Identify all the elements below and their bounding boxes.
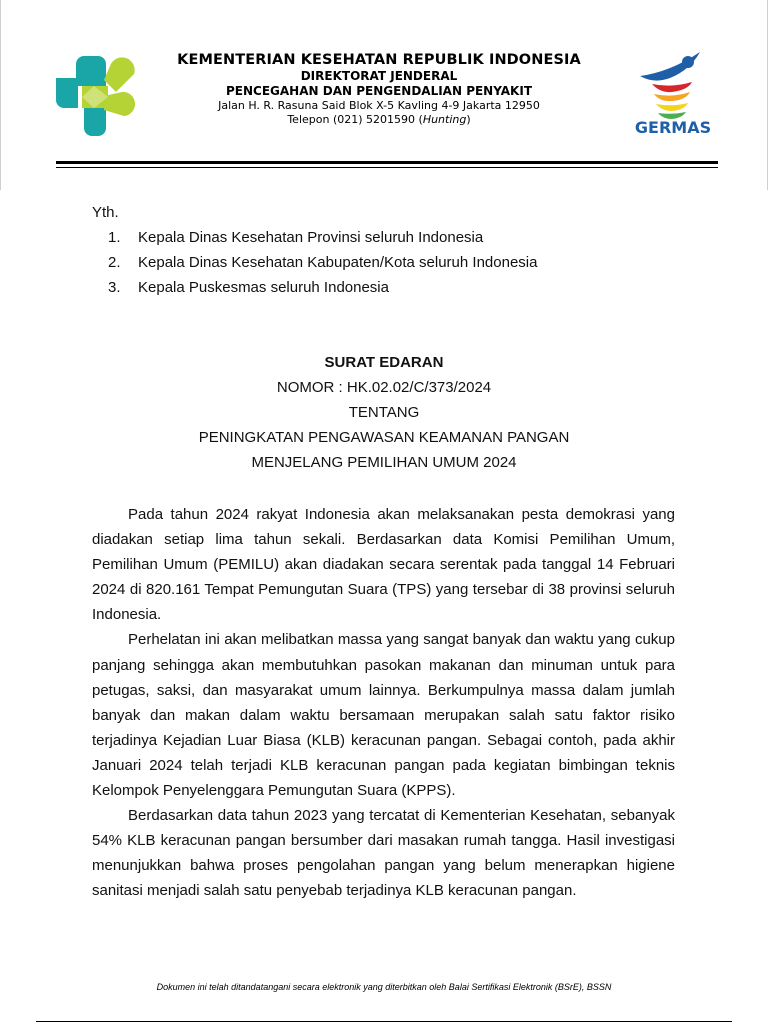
e-signature-note: Dokumen ini telah ditandatangani secara elektronik yang diterbitkan oleh Balai Sertifikasi Elektronik (BSrE), BSSN: [156, 982, 612, 992]
letterhead-text: [144, 52, 614, 126]
subject-line-2: MENJELANG PEMILIHAN UMUM 2024: [251, 454, 517, 471]
letterhead-rule-thick: [56, 161, 718, 164]
salutation: Yth.: [92, 204, 119, 221]
recipient-text: Kepala Dinas Kesehatan Provinsi seluruh Indonesia: [138, 229, 484, 246]
paragraph: Perhelatan ini akan melibatkan massa yang sangat banyak dan waktu yang cukup panjang sehingga akan membutuhkan pasokan makanan dan minuman untuk para petugas, saksi, dan masyarakat umum lainnya. Berkumpulnya massa dalam jumlah banyak dan makan dalam waktu bersamaan merupakan salah satu faktor risiko terjadinya Kejadian Luar Biasa (KLB) keracunan pangan. Sebagai contoh, pada akhir Januari 2024 telah terjadi KLB keracunan pangan pada kegiatan bimbingan teknis Kelompok Penyelenggara Pemungutan Suara (KPPS).: [92, 631, 675, 800]
footer-rule: [36, 1021, 732, 1022]
phone-line: [144, 113, 614, 126]
subject-line-1: PENINGKATAN PENGAWASAN KEAMANAN PANGAN: [198, 429, 570, 446]
phone-text: Telepon (021) 5201590 (: [287, 113, 423, 126]
phone-suffix: ): [466, 113, 471, 126]
list-number: 2.: [108, 254, 121, 271]
list-item: [108, 275, 537, 300]
recipient-list: [108, 225, 537, 300]
germas-wordmark: GERMAS: [634, 118, 712, 137]
list-item: [108, 225, 537, 250]
list-number: 3.: [108, 279, 121, 296]
recipient-text: Kepala Dinas Kesehatan Kabupaten/Kota seluruh Indonesia: [138, 254, 538, 271]
recipient-text: Kepala Puskesmas seluruh Indonesia: [138, 279, 389, 296]
kemkes-logo-icon: [54, 52, 140, 136]
about-label: TENTANG: [348, 404, 420, 421]
document-body: [92, 502, 675, 904]
list-item: [108, 250, 537, 275]
paragraph: Pada tahun 2024 rakyat Indonesia akan melaksanakan pesta demokrasi yang diadakan setiap lima tahun sekali. Berdasarkan data Komisi Pemilihan Umum, Pemilihan Umum (PEMILU) akan diadakan secara serentak pada tanggal 14 Februari 2024 di 820.161 Tempat Pemungutan Suara (TPS) yang tersebar di 38 provinsi seluruh Indonesia.: [92, 506, 675, 624]
ministry-name: KEMENTERIAN KESEHATAN REPUBLIK INDONESIA: [177, 52, 581, 68]
document-heading: [0, 350, 768, 475]
list-number: 1.: [108, 229, 121, 246]
address-line: Jalan H. R. Rasuna Said Blok X-5 Kavling 4-9 Jakarta 12950: [218, 99, 540, 112]
phone-hunting: Hunting: [422, 113, 467, 126]
letterhead-rule-thin: [56, 167, 718, 168]
paragraph: Berdasarkan data tahun 2023 yang tercatat di Kementerian Kesehatan, sebanyak 54% KLB keracunan pangan bersumber dari masakan rumah tangga. Hasil investigasi menunjukkan bahwa proses pengolahan pangan yang belum menerapkan higiene sanitasi menjadi salah satu penyebab terjadinya KLB keracunan pangan.: [92, 807, 675, 900]
directorate-name: PENCEGAHAN DAN PENGENDALIAN PENYAKIT: [226, 84, 532, 98]
directorate-general: DIREKTORAT JENDERAL: [300, 69, 458, 83]
document-title: SURAT EDARAN: [324, 354, 444, 371]
document-number: NOMOR : HK.02.02/C/373/2024: [276, 379, 492, 396]
letterhead: [0, 0, 768, 175]
